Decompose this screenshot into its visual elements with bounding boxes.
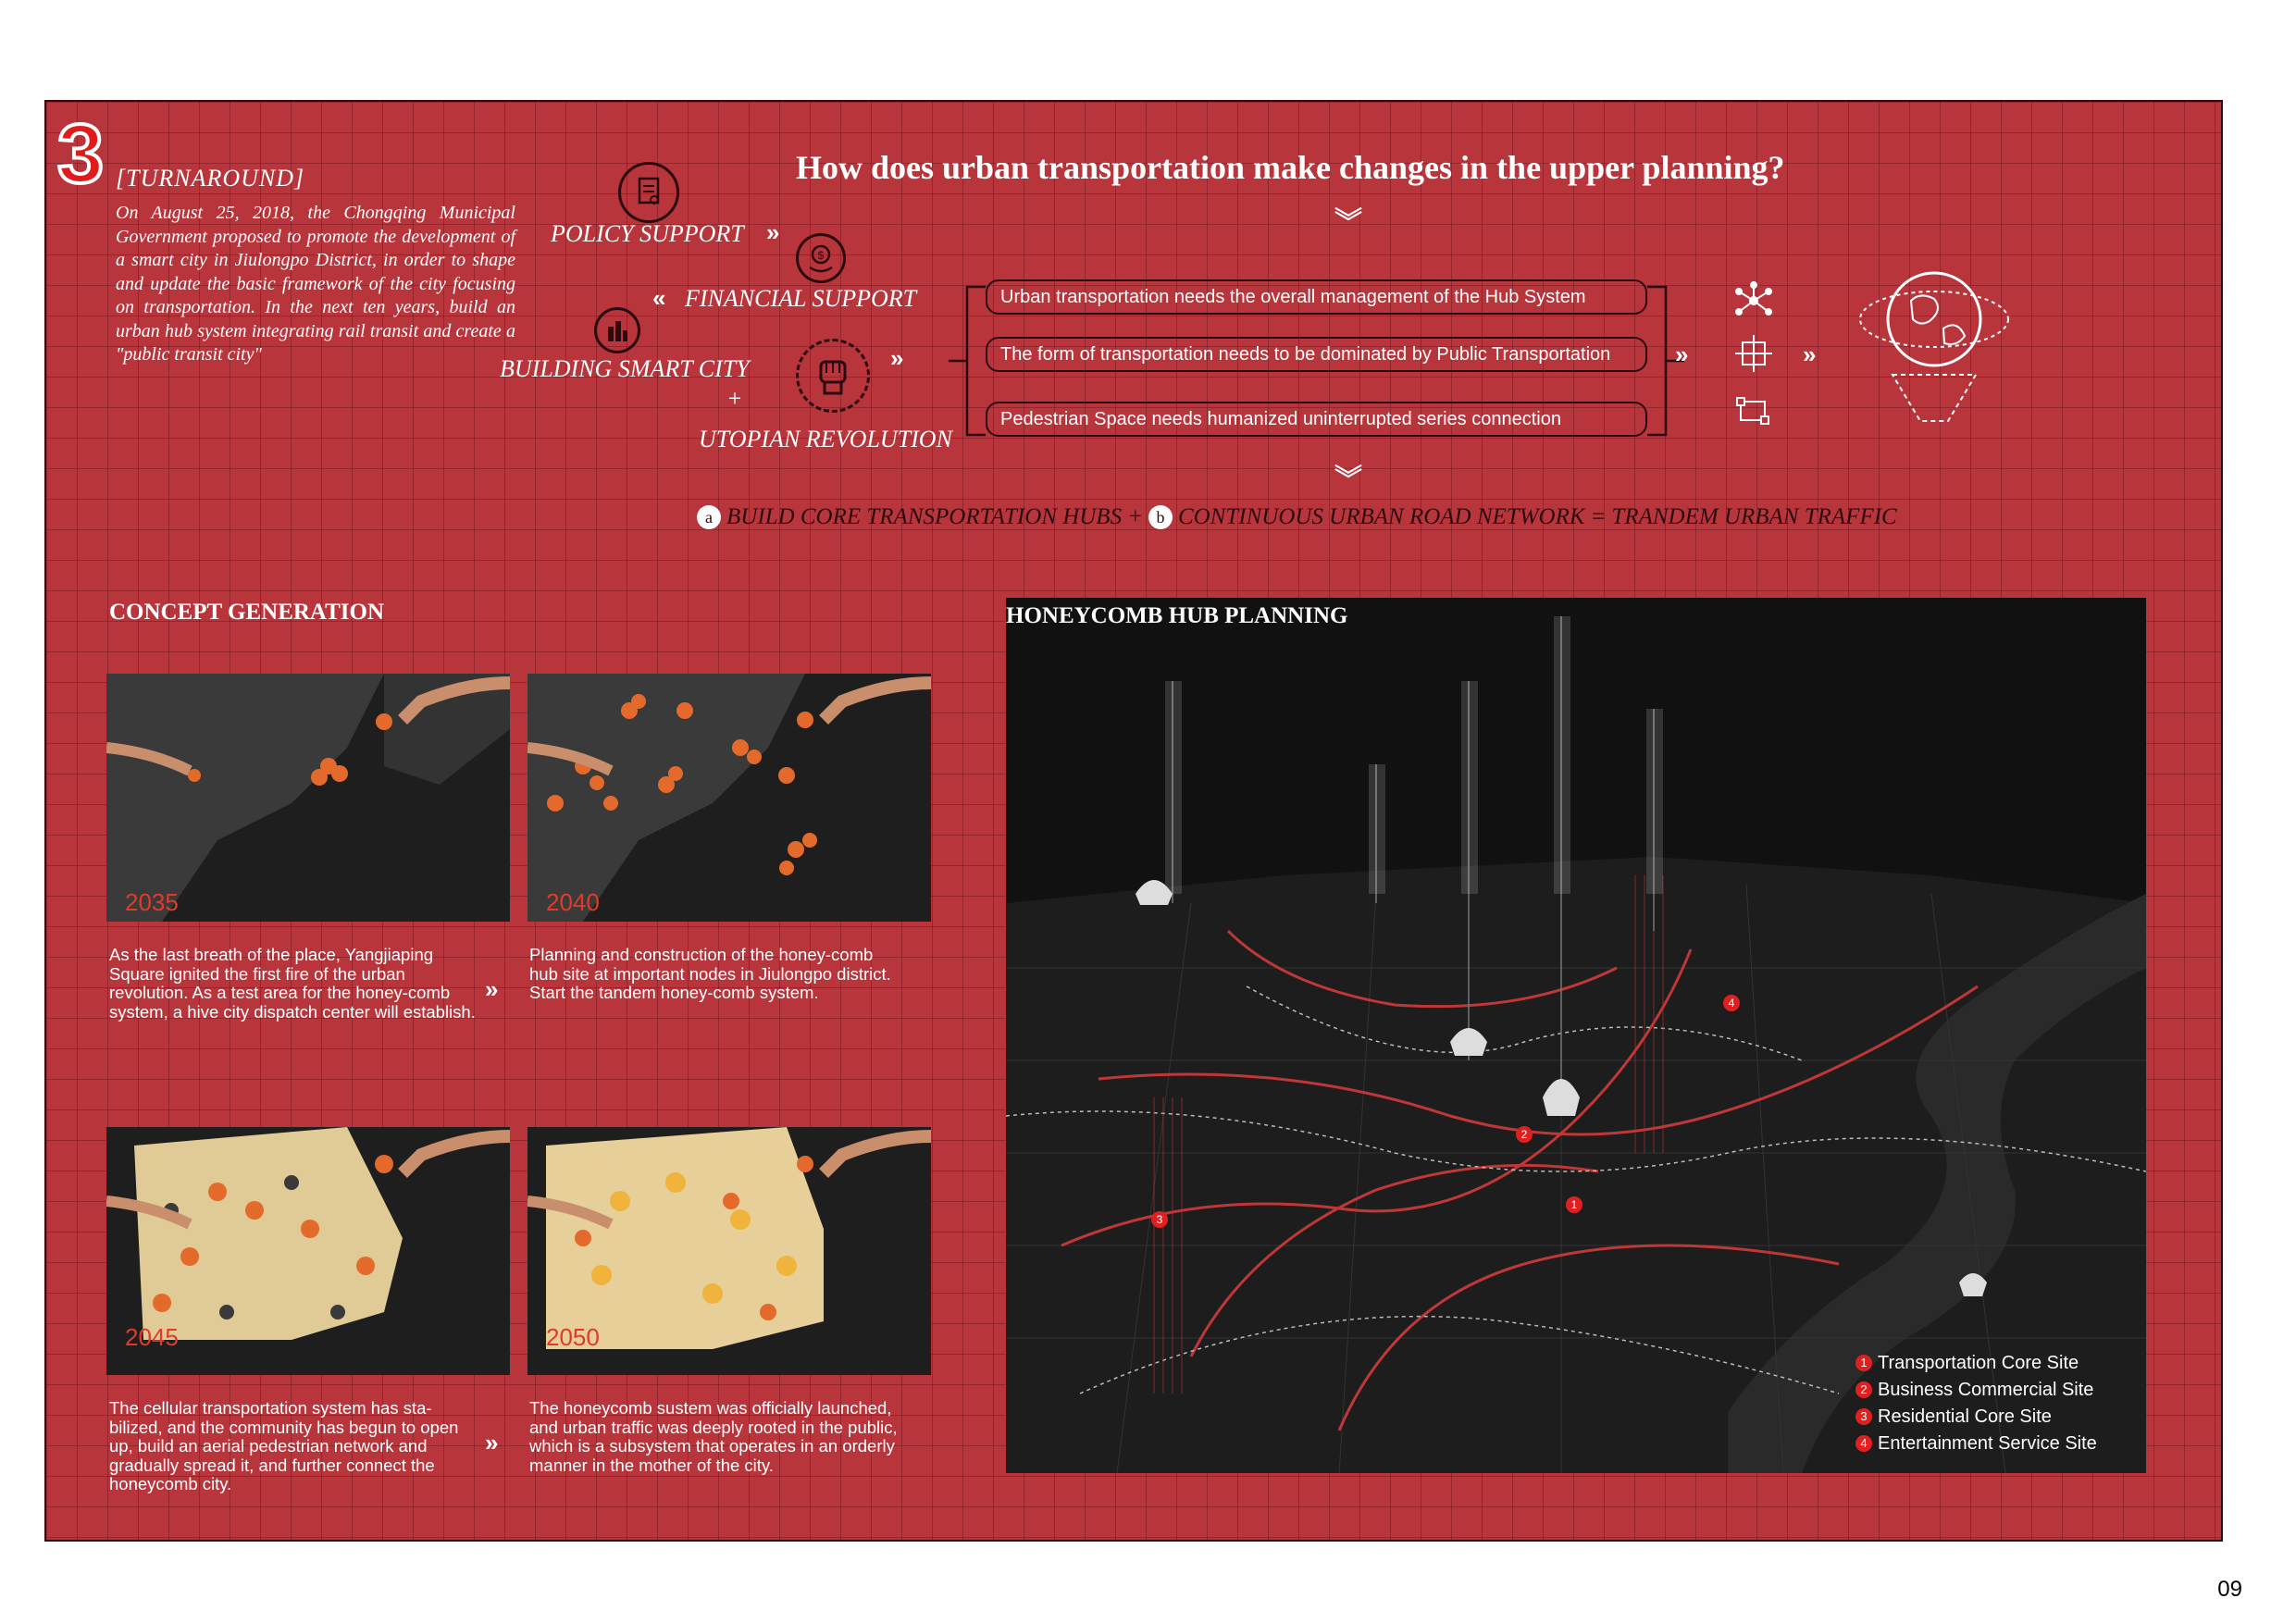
- double-chevron-right-icon-6: »: [485, 1429, 493, 1456]
- legend-label-4: Entertainment Service Site: [1878, 1433, 2097, 1454]
- map-marker-2: 2: [1520, 1128, 1528, 1141]
- poster-board: [44, 100, 2223, 1542]
- hub-system-icons: [1726, 278, 1781, 444]
- formula-b-text: CONTINUOUS URBAN ROAD NETWORK: [1177, 504, 1585, 529]
- concept-map-2050: [527, 1127, 931, 1375]
- double-chevron-left-icon: «: [652, 284, 661, 312]
- finance-icon: [796, 233, 846, 283]
- concept-title: CONCEPT GENERATION: [109, 600, 385, 625]
- financial-support-label: FINANCIAL SUPPORT: [685, 285, 917, 312]
- page-number: 09: [2217, 1577, 2242, 1602]
- map-marker-1: 1: [1570, 1198, 1578, 1211]
- concept-desc-3: The cellular transportation system has sta-bilized, and the community has begun to open up, build an aerial pedestrian network and gradually spread it, and further connect the honeycomb city.: [109, 1398, 459, 1493]
- legend-item-3: [1855, 1406, 2097, 1428]
- double-chevron-right-icon-3: »: [1675, 341, 1683, 368]
- main-question: How does urban transportation make changes in the upper planning?: [796, 149, 1785, 186]
- map-year-2035: 2035: [125, 888, 179, 916]
- badge-a: a: [697, 505, 721, 529]
- smart-city-label: BUILDING SMART CITY: [500, 355, 750, 382]
- legend-num-1: 1: [1855, 1355, 1872, 1371]
- need-box-2: The form of transportation needs to be dominated by Public Transportation: [986, 337, 1647, 372]
- double-chevron-right-icon-4: »: [1803, 341, 1811, 368]
- concept-desc-4: The honeycomb sustem was officially launched, and urban traffic was deeply rooted in the public, which is a subsystem that operates in an orderly manner in the mother of the city.: [529, 1398, 898, 1475]
- formula-row: [697, 504, 1897, 530]
- honeycomb-map-graphic: [1006, 598, 2146, 1473]
- map-year-2045: 2045: [125, 1323, 179, 1351]
- map-year-2050: 2050: [546, 1323, 600, 1351]
- badge-b: b: [1148, 505, 1173, 529]
- legend-num-2: 2: [1855, 1381, 1872, 1398]
- formula-equals: =: [1590, 504, 1607, 529]
- honeycomb-map-panel: [1006, 598, 2146, 1473]
- legend-num-3: 3: [1855, 1408, 1872, 1425]
- double-chevron-right-icon-5: »: [485, 975, 493, 1003]
- map-marker-4: 4: [1728, 997, 1735, 1010]
- concept-desc-2: Planning and construction of the honey-comb hub site at important nodes in Jiulongpo district. Start the tandem honey-comb system.: [529, 945, 891, 1002]
- legend-label-3: Residential Core Site: [1878, 1406, 2052, 1427]
- honeycomb-legend: [1855, 1353, 2097, 1455]
- legend-item-4: [1855, 1433, 2097, 1455]
- legend-label-1: Transportation Core Site: [1878, 1353, 2079, 1373]
- formula-result: TRANDEM URBAN TRAFFIC: [1611, 504, 1897, 529]
- legend-label-2: Business Commercial Site: [1878, 1380, 2094, 1400]
- map-year-2040: 2040: [546, 888, 600, 916]
- revolution-fist-icon: [796, 339, 870, 413]
- legend-item-2: [1855, 1380, 2097, 1401]
- plus-sign: +: [726, 385, 743, 412]
- utopian-revolution-label: UTOPIAN REVOLUTION: [699, 426, 952, 452]
- formula-a-text: BUILD CORE TRANSPORTATION HUBS: [726, 504, 1123, 529]
- double-chevron-right-icon-2: »: [890, 344, 899, 372]
- concept-map-2040: [527, 674, 931, 922]
- section-number: 3: [57, 108, 105, 201]
- legend-num-4: 4: [1855, 1435, 1872, 1452]
- concept-desc-1: As the last breath of the place, Yangjiaping Square ignited the first fire of the urban revolution. As a test area for the honey-comb system, a hive city dispatch center will establish.: [109, 945, 476, 1022]
- concept-map-2035: [106, 674, 510, 922]
- svg-text:$: $: [817, 249, 825, 262]
- need-box-1: Urban transportation needs the overall management of the Hub System: [986, 279, 1647, 315]
- down-chevron-icon-2: ︾: [1334, 465, 1357, 495]
- legend-item-1: [1855, 1353, 2097, 1374]
- map-marker-3: 3: [1156, 1213, 1163, 1226]
- need-box-3: Pedestrian Space needs humanized uninterrupted series connection: [986, 402, 1647, 437]
- honeycomb-title: HONEYCOMB HUB PLANNING: [1006, 603, 1348, 628]
- smart-city-icon: [594, 307, 640, 353]
- concept-map-2045: [106, 1127, 510, 1375]
- down-chevron-icon: ︾: [1334, 207, 1357, 238]
- globe-icon: [1855, 254, 2013, 430]
- turnaround-body: On August 25, 2018, the Chongqing Municipal Government proposed to promote the development of a smart city in Jiulongpo District, in order to shape and update the basic framework of the city focusing on transportation. In the next ten years, build an urban hub system integrating rail transit and create a "public transit city": [116, 203, 515, 365]
- turnaround-title: [TURNAROUND]: [116, 165, 305, 192]
- policy-icon: [618, 162, 679, 223]
- formula-plus: +: [1127, 504, 1143, 529]
- double-chevron-right-icon: »: [766, 218, 775, 246]
- policy-support-label: POLICY SUPPORT: [551, 220, 744, 247]
